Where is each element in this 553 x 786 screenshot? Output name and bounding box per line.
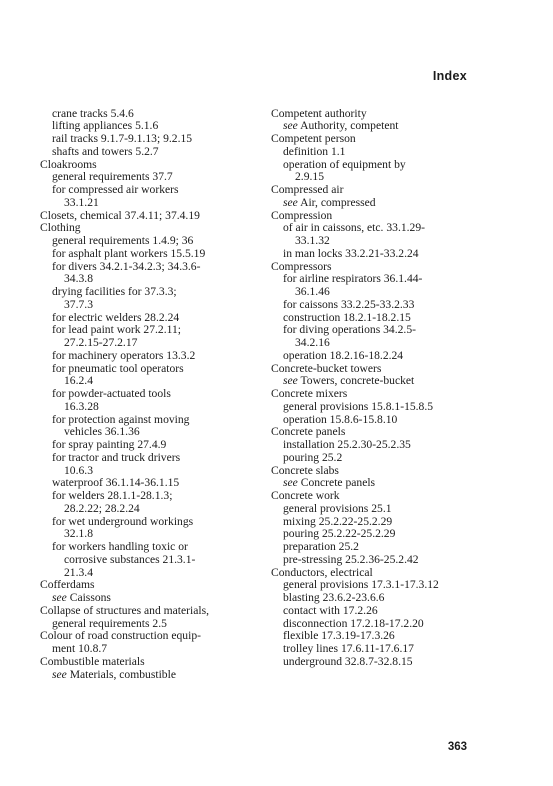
index-subentry: lifting appliances 5.1.6	[52, 119, 159, 133]
index-subentry: see Concrete panels	[283, 476, 376, 490]
index-subentry: preparation 25.2	[283, 540, 359, 553]
index-subentry: for machinery operators 13.3.2	[52, 348, 196, 362]
index-subentry: see Air, compressed	[283, 195, 376, 209]
index-subentry: see Materials, combustible	[52, 667, 176, 681]
index-heading: Compressed air	[271, 183, 344, 196]
index-heading: Concrete work	[271, 489, 340, 502]
index-subentry: operation 18.2.16-18.2.24	[283, 348, 404, 362]
index-subentry: 16.3.28	[64, 399, 99, 413]
index-subentry: blasting 23.6.2-23.6.6	[283, 591, 385, 604]
index-subentry: for workers handling toxic or	[52, 540, 188, 553]
index-subentry: ment 10.8.7	[52, 642, 108, 655]
running-header: Index	[432, 69, 467, 83]
index-subentry: 27.2.15-27.2.17	[64, 336, 138, 349]
index-subentry: see Towers, concrete-bucket	[283, 374, 415, 388]
index-subentry: disconnection 17.2.18-17.2.20	[283, 616, 424, 630]
index-subentry: for electric welders 28.2.24	[52, 310, 180, 324]
index-subentry: for airline respirators 36.1.44-	[283, 272, 423, 286]
index-subentry: general provisions 25.1	[283, 501, 392, 515]
index-subentry: shafts and towers 5.2.7	[52, 144, 159, 158]
index-heading: Cloakrooms	[40, 157, 97, 171]
index-heading: Compression	[271, 208, 333, 222]
index-subentry: for compressed air workers	[52, 183, 179, 196]
index-subentry: operation 15.8.6-15.8.10	[283, 412, 398, 426]
page-number: 363	[447, 741, 467, 753]
index-subentry: 21.3.4	[64, 565, 93, 579]
index-subentry: 28.2.22; 28.2.24	[64, 501, 140, 515]
index-subentry: see Authority, competent	[283, 119, 399, 133]
index-subentry: 34.2.16	[295, 336, 330, 349]
index-subentry: trolley lines 17.6.11-17.6.17	[283, 642, 414, 655]
index-heading: Collapse of structures and materials,	[40, 603, 210, 617]
index-subentry: general provisions 15.8.1-15.8.5	[283, 399, 434, 413]
index-heading: Clothing	[40, 221, 81, 235]
index-subentry: for divers 34.2.1-34.2.3; 34.3.6-	[52, 259, 201, 273]
index-subentry: pouring 25.2.22-25.2.29	[283, 527, 396, 541]
index-subentry: contact with 17.2.26	[283, 603, 378, 617]
index-subentry: underground 32.8.7-32.8.15	[283, 654, 413, 668]
index-subentry: see Caissons	[52, 591, 111, 604]
index-subentry: rail tracks 9.1.7-9.1.13; 9.2.15	[52, 132, 193, 145]
index-subentry: 37.7.3	[64, 297, 93, 311]
index-subentry: for protection against moving	[52, 412, 190, 426]
index-subentry: 33.1.21	[64, 195, 99, 209]
index-heading: Concrete panels	[271, 425, 346, 439]
index-subentry: for asphalt plant workers 15.5.19	[52, 246, 206, 260]
index-subentry: 33.1.32	[295, 234, 330, 247]
index-heading: Conductors, electrical	[271, 565, 373, 579]
index-subentry: in man locks 33.2.21-33.2.24	[283, 246, 419, 260]
index-subentry: installation 25.2.30-25.2.35	[283, 438, 411, 451]
index-subentry: 36.1.46	[295, 285, 330, 298]
index-subentry: general provisions 17.3.1-17.3.12	[283, 578, 439, 592]
index-subentry: for welders 28.1.1-28.1.3;	[52, 489, 173, 502]
index-subentry: for powder-actuated tools	[52, 387, 171, 400]
index-heading: Closets, chemical 37.4.11; 37.4.19	[40, 208, 200, 222]
index-subentry: for lead paint work 27.2.11;	[52, 323, 182, 337]
index-subentry: crane tracks 5.4.6	[52, 106, 134, 120]
index-subentry: vehicles 36.1.36	[64, 425, 140, 439]
index-heading: Colour of road construction equip-	[40, 629, 201, 643]
index-heading: Concrete slabs	[271, 463, 339, 477]
index-subentry: of air in caissons, etc. 33.1.29-	[283, 221, 425, 235]
index-subentry: operation of equipment by	[283, 157, 406, 171]
index-heading: Competent authority	[271, 106, 367, 120]
index-subentry: drying facilities for 37.3.3;	[52, 285, 177, 298]
index-column-left	[40, 108, 272, 682]
index-subentry: 34.3.8	[64, 272, 93, 286]
index-subentry: pouring 25.2	[283, 450, 343, 464]
index-subentry: 16.2.4	[64, 374, 93, 388]
index-subentry: definition 1.1	[283, 144, 346, 158]
index-column-right	[271, 108, 503, 669]
index-subentry: flexible 17.3.19-17.3.26	[283, 629, 395, 643]
index-subentry: for pneumatic tool operators	[52, 361, 184, 375]
index-subentry: 32.1.8	[64, 527, 93, 541]
index-subentry: mixing 25.2.22-25.2.29	[283, 514, 393, 528]
index-subentry: for caissons 33.2.25-33.2.33	[283, 297, 415, 311]
index-subentry: pre-stressing 25.2.36-25.2.42	[283, 552, 419, 566]
index-subentry: general requirements 37.7	[52, 170, 173, 184]
index-subentry: for diving operations 34.2.5-	[283, 323, 416, 337]
index-heading: Combustible materials	[40, 654, 145, 668]
index-subentry: general requirements 2.5	[52, 616, 167, 630]
index-heading: Competent person	[271, 132, 356, 145]
index-subentry: corrosive substances 21.3.1-	[64, 552, 196, 566]
index-subentry: 2.9.15	[295, 170, 324, 184]
index-heading: Compressors	[271, 259, 332, 273]
index-subentry: for wet underground workings	[52, 514, 194, 528]
index-subentry: for tractor and truck drivers	[52, 450, 181, 464]
index-heading: Concrete-bucket towers	[271, 361, 382, 375]
index-subentry: 10.6.3	[64, 463, 93, 477]
index-subentry: construction 18.2.1-18.2.15	[283, 310, 411, 324]
index-subentry: for spray painting 27.4.9	[52, 438, 167, 451]
index-subentry: general requirements 1.4.9; 36	[52, 234, 194, 247]
index-subentry: waterproof 36.1.14-36.1.15	[52, 476, 180, 490]
index-heading: Cofferdams	[40, 578, 95, 592]
index-heading: Concrete mixers	[271, 387, 348, 400]
